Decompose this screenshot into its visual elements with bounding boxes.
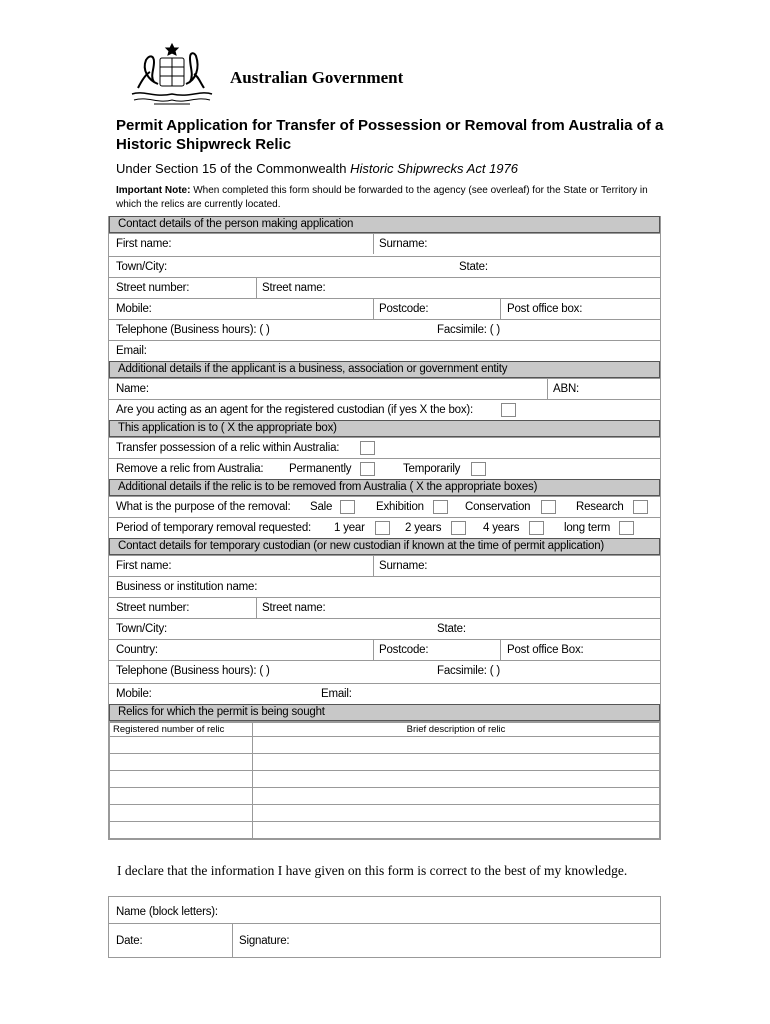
transfer-label: Transfer possession of a relic within Australia: (116, 442, 340, 454)
agent-label: Are you acting as an agent for the registered custodian (if yes X the box): (116, 404, 474, 416)
custodian-surname-field[interactable]: Surname: (379, 560, 428, 572)
business-name-row (109, 378, 660, 399)
custodian-phone-row (109, 660, 660, 681)
table-row (110, 805, 660, 822)
state-field[interactable]: State: (459, 261, 488, 273)
long-term-checkbox[interactable] (619, 521, 634, 535)
remove-label: Remove a relic from Australia: (116, 463, 264, 475)
table-row (110, 771, 660, 788)
long-term-label: long term (564, 522, 611, 534)
note-text: When completed this form should be forwarded to the agency (see overleaf) for the State or Territory in which the relics are currently located. (116, 185, 648, 210)
agent-checkbox[interactable] (501, 403, 516, 417)
surname-field[interactable]: Surname: (379, 238, 428, 250)
relics-table (109, 721, 660, 839)
custodian-name-row (109, 555, 660, 576)
town-field[interactable]: Town/City: (116, 261, 168, 273)
custodian-street-row (109, 597, 660, 618)
telephone-field[interactable]: Telephone (Business hours): ( ) (116, 324, 270, 336)
research-label: Research (576, 501, 624, 513)
australian-coat-of-arms-icon (124, 40, 220, 110)
applicant-email-row (109, 340, 660, 361)
custodian-telephone-field[interactable]: Telephone (Business hours): ( ) (116, 665, 270, 677)
period-row (109, 517, 660, 538)
research-checkbox[interactable] (633, 500, 648, 514)
relic-number-cell[interactable] (110, 737, 253, 754)
header (124, 40, 524, 110)
relic-number-cell[interactable] (110, 754, 253, 771)
relic-number-header: Registered number of relic (110, 723, 253, 737)
one-year-label: 1 year (334, 522, 365, 534)
section-application: This application is to ( X the appropriate box) (109, 420, 660, 437)
agent-row (109, 399, 660, 420)
transfer-row (109, 437, 660, 458)
two-years-checkbox[interactable] (451, 521, 466, 535)
email-field[interactable]: Email: (116, 345, 147, 357)
form-title: Permit Application for Transfer of Possession or Removal from Australia of a Historic Shipwreck Relic (116, 117, 664, 153)
relic-number-cell[interactable] (110, 771, 253, 788)
abn-field[interactable]: ABN: (553, 383, 580, 395)
exhibition-label: Exhibition (376, 501, 424, 513)
applicant-street-row (109, 277, 660, 298)
first-name-field[interactable]: First name: (116, 238, 172, 250)
declaration-text: I declare that the information I have given on this form is correct to the best of my knowledge. (117, 863, 628, 878)
custodian-email-field[interactable]: Email: (321, 688, 352, 700)
form-subtitle (116, 161, 518, 176)
note-label: Important Note: (116, 185, 191, 196)
table-row (110, 737, 660, 754)
subtitle-prefix: Under Section 15 of the Commonwealth (116, 161, 351, 176)
applicant-town-row (109, 256, 660, 277)
section-custodian: Contact details for temporary custodian (or new custodian if known at the time of permit application) (109, 538, 660, 555)
relic-description-cell[interactable] (253, 805, 660, 822)
relic-description-cell[interactable] (253, 754, 660, 771)
relic-description-header: Brief description of relic (253, 723, 660, 737)
custodian-postcode-field[interactable]: Postcode: (379, 644, 429, 656)
custodian-mobile-field[interactable]: Mobile: (116, 688, 152, 700)
section-removal: Additional details if the relic is to be removed from Australia ( X the appropriate boxes) (109, 479, 660, 496)
table-row (110, 822, 660, 839)
section-applicant: Contact details of the person making application (109, 216, 660, 233)
section-business: Additional details if the applicant is a business, association or government entity (109, 361, 660, 378)
custodian-country-field[interactable]: Country: (116, 644, 158, 656)
exhibition-checkbox[interactable] (433, 500, 448, 514)
custodian-street-number-field[interactable]: Street number: (116, 602, 190, 614)
conservation-checkbox[interactable] (541, 500, 556, 514)
custodian-business-field[interactable]: Business or institution name: (116, 581, 258, 593)
important-note (116, 184, 656, 212)
street-name-field[interactable]: Street name: (262, 282, 326, 294)
custodian-facsimile-field[interactable]: Facsimile: ( ) (437, 665, 501, 677)
relic-description-cell[interactable] (253, 788, 660, 805)
custodian-town-field[interactable]: Town/City: (116, 623, 168, 635)
remove-row (109, 458, 660, 479)
two-years-label: 2 years (405, 522, 442, 534)
sale-label: Sale (310, 501, 333, 513)
four-years-checkbox[interactable] (529, 521, 544, 535)
application-form (108, 216, 661, 840)
custodian-street-name-field[interactable]: Street name: (262, 602, 326, 614)
custodian-state-field[interactable]: State: (437, 623, 466, 635)
custodian-po-box-field[interactable]: Post office Box: (507, 644, 584, 656)
four-years-label: 4 years (483, 522, 520, 534)
custodian-mobile-row (109, 683, 660, 704)
relic-number-cell[interactable] (110, 822, 253, 839)
custodian-first-name-field[interactable]: First name: (116, 560, 172, 572)
act-name: Historic Shipwrecks Act 1976 (350, 161, 518, 176)
street-number-field[interactable]: Street number: (116, 282, 190, 294)
transfer-checkbox[interactable] (360, 441, 375, 455)
applicant-mobile-row (109, 298, 660, 319)
block-name-row (109, 897, 660, 923)
temporarily-checkbox[interactable] (471, 462, 486, 476)
relic-number-cell[interactable] (110, 805, 253, 822)
table-row (110, 788, 660, 805)
relic-description-cell[interactable] (253, 771, 660, 788)
facsimile-field[interactable]: Facsimile: ( ) (437, 324, 501, 336)
permanently-checkbox[interactable] (360, 462, 375, 476)
purpose-row (109, 496, 660, 517)
table-row (110, 754, 660, 771)
temporarily-label: Temporarily (403, 463, 461, 475)
relic-description-cell[interactable] (253, 737, 660, 754)
signoff-block (108, 896, 661, 958)
signature-field[interactable]: Signature: (239, 935, 290, 947)
block-name-field[interactable]: Name (block letters): (116, 906, 218, 918)
purpose-label: What is the purpose of the removal: (116, 501, 291, 513)
permanently-label: Permanently (289, 463, 352, 475)
sale-checkbox[interactable] (340, 500, 355, 514)
period-label: Period of temporary removal requested: (116, 522, 312, 534)
business-name-field[interactable]: Name: (116, 383, 149, 395)
one-year-checkbox[interactable] (375, 521, 390, 535)
date-field[interactable]: Date: (116, 935, 143, 947)
postcode-field[interactable]: Postcode: (379, 303, 429, 315)
agency-name: Australian Government (230, 68, 404, 87)
po-box-field[interactable]: Post office box: (507, 303, 583, 315)
applicant-phone-row (109, 319, 660, 340)
section-relics: Relics for which the permit is being sought (109, 704, 660, 721)
custodian-country-row (109, 639, 660, 660)
applicant-name-row (109, 233, 660, 254)
conservation-label: Conservation (465, 501, 531, 513)
mobile-field[interactable]: Mobile: (116, 303, 152, 315)
relic-description-cell[interactable] (253, 822, 660, 839)
custodian-business-row (109, 576, 660, 597)
custodian-town-row (109, 618, 660, 639)
relic-number-cell[interactable] (110, 788, 253, 805)
date-signature-row (109, 923, 660, 957)
